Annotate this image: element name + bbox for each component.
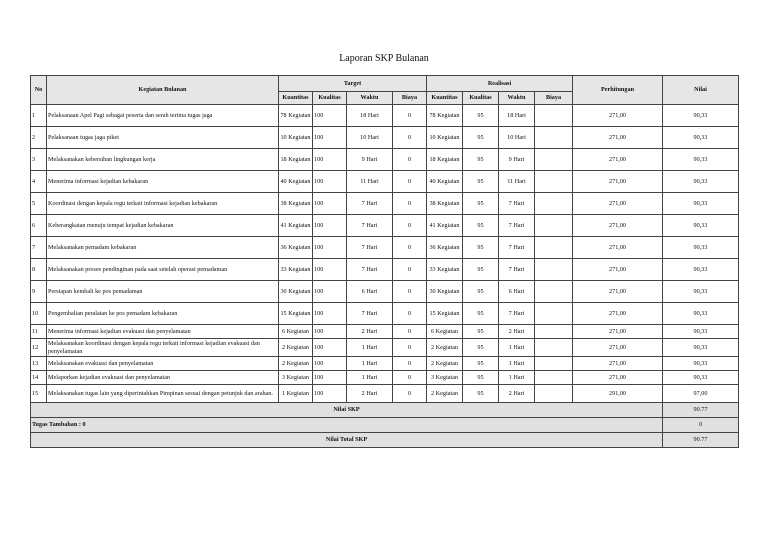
header-realisasi-biaya: Biaya xyxy=(535,92,573,105)
cell-perhitungan: 271,00 xyxy=(573,325,663,339)
nilai-skp-label: Nilai SKP xyxy=(31,403,663,418)
cell-target-kualitas: 100 xyxy=(313,357,347,371)
cell-realisasi-kuantitas: 2 Kegiatan xyxy=(427,385,463,403)
cell-realisasi-kualitas: 95 xyxy=(463,259,499,281)
cell-kegiatan: Menerima informasi kejadian kebakaran xyxy=(47,171,279,193)
cell-target-biaya: 0 xyxy=(393,149,427,171)
cell-target-biaya: 0 xyxy=(393,371,427,385)
cell-realisasi-biaya xyxy=(535,339,573,357)
cell-realisasi-waktu: 11 Hari xyxy=(499,171,535,193)
nilai-total-skp-label: Nilai Total SKP xyxy=(31,433,663,448)
cell-no: 6 xyxy=(31,215,47,237)
table-row xyxy=(31,149,739,171)
cell-nilai: 90,33 xyxy=(663,371,739,385)
cell-target-biaya: 0 xyxy=(393,105,427,127)
cell-realisasi-biaya xyxy=(535,215,573,237)
table-row xyxy=(31,281,739,303)
header-realisasi-kuantitas: Kuantitas xyxy=(427,92,463,105)
header-realisasi-waktu: Waktu xyxy=(499,92,535,105)
cell-target-waktu: 7 Hari xyxy=(347,193,393,215)
cell-target-kuantitas: 40 Kegiatan xyxy=(279,171,313,193)
cell-realisasi-kualitas: 95 xyxy=(463,339,499,357)
cell-target-kuantitas: 2 Kegiatan xyxy=(279,339,313,357)
cell-target-kualitas: 100 xyxy=(313,105,347,127)
header-target-waktu: Waktu xyxy=(347,92,393,105)
cell-realisasi-biaya xyxy=(535,325,573,339)
cell-target-kuantitas: 3 Kegiatan xyxy=(279,371,313,385)
cell-target-biaya: 0 xyxy=(393,171,427,193)
cell-target-biaya: 0 xyxy=(393,385,427,403)
cell-realisasi-waktu: 7 Hari xyxy=(499,237,535,259)
cell-target-biaya: 0 xyxy=(393,281,427,303)
cell-nilai: 90,33 xyxy=(663,259,739,281)
cell-no: 12 xyxy=(31,339,47,357)
cell-nilai: 90,33 xyxy=(663,237,739,259)
cell-target-kualitas: 100 xyxy=(313,325,347,339)
cell-target-biaya: 0 xyxy=(393,127,427,149)
cell-nilai: 90,33 xyxy=(663,215,739,237)
header-target-kuantitas: Kuantitas xyxy=(279,92,313,105)
table-row xyxy=(31,303,739,325)
cell-realisasi-waktu: 7 Hari xyxy=(499,259,535,281)
cell-realisasi-kualitas: 95 xyxy=(463,371,499,385)
table-row xyxy=(31,215,739,237)
header-no: No xyxy=(31,76,47,105)
cell-target-biaya: 0 xyxy=(393,325,427,339)
cell-realisasi-kualitas: 95 xyxy=(463,303,499,325)
cell-realisasi-waktu: 7 Hari xyxy=(499,215,535,237)
cell-realisasi-kuantitas: 78 Kegiatan xyxy=(427,105,463,127)
cell-realisasi-kualitas: 95 xyxy=(463,325,499,339)
skp-table xyxy=(30,75,739,448)
cell-kegiatan: Melaksanakan tugas lain yang diperintahkan Pimpinan sesuai dengan petunjuk dan arahan. xyxy=(47,385,279,403)
cell-target-kualitas: 100 xyxy=(313,281,347,303)
cell-kegiatan: Keberangkatan menuju tempat kejadian kebakaran xyxy=(47,215,279,237)
cell-realisasi-kuantitas: 2 Kegiatan xyxy=(427,357,463,371)
cell-perhitungan: 271,00 xyxy=(573,149,663,171)
cell-target-waktu: 9 Hari xyxy=(347,149,393,171)
cell-perhitungan: 271,00 xyxy=(573,237,663,259)
cell-nilai: 97,00 xyxy=(663,385,739,403)
cell-target-biaya: 0 xyxy=(393,339,427,357)
cell-no: 10 xyxy=(31,303,47,325)
cell-target-waktu: 18 Hari xyxy=(347,105,393,127)
cell-realisasi-kuantitas: 15 Kegiatan xyxy=(427,303,463,325)
cell-target-waktu: 11 Hari xyxy=(347,171,393,193)
cell-nilai: 90,33 xyxy=(663,339,739,357)
cell-realisasi-waktu: 2 Hari xyxy=(499,325,535,339)
cell-target-kuantitas: 78 Kegiatan xyxy=(279,105,313,127)
cell-target-kuantitas: 15 Kegiatan xyxy=(279,303,313,325)
cell-target-waktu: 1 Hari xyxy=(347,357,393,371)
cell-target-waktu: 7 Hari xyxy=(347,237,393,259)
cell-target-kualitas: 100 xyxy=(313,149,347,171)
cell-target-kualitas: 100 xyxy=(313,193,347,215)
header-realisasi-kualitas: Kualitas xyxy=(463,92,499,105)
cell-no: 1 xyxy=(31,105,47,127)
cell-target-kuantitas: 30 Kegiatan xyxy=(279,281,313,303)
table-row xyxy=(31,237,739,259)
cell-perhitungan: 271,00 xyxy=(573,193,663,215)
cell-kegiatan: Melaporkan kejadian evakuasi dan penyelamatan xyxy=(47,371,279,385)
cell-kegiatan: Pelaksanaan Apel Pagi sebagai peserta dan serah terima tugas jaga xyxy=(47,105,279,127)
header-kegiatan: Kegiatan Bulanan xyxy=(47,76,279,105)
cell-realisasi-biaya xyxy=(535,149,573,171)
cell-kegiatan: Melaksanakan proses pendinginan pada saat setelah operasi pemadaman xyxy=(47,259,279,281)
cell-target-waktu: 2 Hari xyxy=(347,385,393,403)
cell-realisasi-biaya xyxy=(535,371,573,385)
cell-realisasi-biaya xyxy=(535,171,573,193)
cell-target-kuantitas: 41 Kegiatan xyxy=(279,215,313,237)
cell-kegiatan: Melaksanakan kebersihan lingkungan kerja xyxy=(47,149,279,171)
cell-realisasi-waktu: 1 Hari xyxy=(499,371,535,385)
cell-perhitungan: 271,00 xyxy=(573,357,663,371)
cell-realisasi-kualitas: 95 xyxy=(463,385,499,403)
cell-realisasi-kualitas: 95 xyxy=(463,357,499,371)
cell-realisasi-biaya xyxy=(535,385,573,403)
cell-realisasi-kuantitas: 36 Kegiatan xyxy=(427,237,463,259)
cell-target-waktu: 1 Hari xyxy=(347,371,393,385)
cell-perhitungan: 271,00 xyxy=(573,339,663,357)
cell-no: 14 xyxy=(31,371,47,385)
cell-nilai: 90,33 xyxy=(663,193,739,215)
cell-realisasi-biaya xyxy=(535,105,573,127)
cell-target-kualitas: 100 xyxy=(313,215,347,237)
cell-realisasi-kuantitas: 41 Kegiatan xyxy=(427,215,463,237)
cell-target-biaya: 0 xyxy=(393,237,427,259)
cell-nilai: 90,33 xyxy=(663,303,739,325)
cell-nilai: 90,33 xyxy=(663,281,739,303)
cell-target-kuantitas: 38 Kegiatan xyxy=(279,193,313,215)
table-row xyxy=(31,259,739,281)
cell-target-waktu: 10 Hari xyxy=(347,127,393,149)
cell-realisasi-biaya xyxy=(535,237,573,259)
cell-nilai: 90,33 xyxy=(663,325,739,339)
table-row xyxy=(31,385,739,403)
cell-kegiatan: Pelaksanaan tugas jaga piket xyxy=(47,127,279,149)
header-realisasi: Realisasi xyxy=(427,76,573,92)
cell-realisasi-waktu: 10 Hari xyxy=(499,127,535,149)
cell-realisasi-biaya xyxy=(535,193,573,215)
cell-target-kuantitas: 33 Kegiatan xyxy=(279,259,313,281)
cell-no: 2 xyxy=(31,127,47,149)
cell-target-kualitas: 100 xyxy=(313,339,347,357)
cell-perhitungan: 271,00 xyxy=(573,215,663,237)
cell-target-kuantitas: 2 Kegiatan xyxy=(279,357,313,371)
table-row xyxy=(31,171,739,193)
cell-realisasi-waktu: 7 Hari xyxy=(499,303,535,325)
cell-target-kualitas: 100 xyxy=(313,385,347,403)
cell-kegiatan: Melaksanakan evakuasi dan penyelamatan xyxy=(47,357,279,371)
nilai-skp-value: 90.77 xyxy=(663,403,739,418)
cell-realisasi-biaya xyxy=(535,259,573,281)
cell-perhitungan: 291,00 xyxy=(573,385,663,403)
cell-perhitungan: 271,00 xyxy=(573,127,663,149)
cell-no: 8 xyxy=(31,259,47,281)
cell-no: 11 xyxy=(31,325,47,339)
cell-realisasi-kualitas: 95 xyxy=(463,171,499,193)
cell-realisasi-kualitas: 95 xyxy=(463,105,499,127)
table-row xyxy=(31,371,739,385)
cell-no: 4 xyxy=(31,171,47,193)
cell-realisasi-kuantitas: 30 Kegiatan xyxy=(427,281,463,303)
cell-target-kuantitas: 36 Kegiatan xyxy=(279,237,313,259)
cell-kegiatan: Melaksanakan koordinasi dengan kepala regu terkait informasi kejadian evakuasi dan penyelamatan xyxy=(47,339,279,357)
cell-realisasi-waktu: 7 Hari xyxy=(499,193,535,215)
cell-target-kuantitas: 1 Kegiatan xyxy=(279,385,313,403)
table-row xyxy=(31,193,739,215)
header-target-biaya: Biaya xyxy=(393,92,427,105)
cell-realisasi-waktu: 1 Hari xyxy=(499,339,535,357)
cell-perhitungan: 271,00 xyxy=(573,371,663,385)
cell-no: 13 xyxy=(31,357,47,371)
cell-nilai: 90,33 xyxy=(663,149,739,171)
header-perhitungan: Perhitungan xyxy=(573,76,663,105)
cell-perhitungan: 271,00 xyxy=(573,171,663,193)
cell-target-kualitas: 100 xyxy=(313,303,347,325)
cell-target-kualitas: 100 xyxy=(313,237,347,259)
cell-realisasi-biaya xyxy=(535,303,573,325)
cell-realisasi-kuantitas: 10 Kegiatan xyxy=(427,127,463,149)
cell-realisasi-kualitas: 95 xyxy=(463,127,499,149)
table-row xyxy=(31,357,739,371)
cell-kegiatan: Pengembalian peralatan ke pos pemadam kebakaran xyxy=(47,303,279,325)
cell-realisasi-kuantitas: 3 Kegiatan xyxy=(427,371,463,385)
cell-kegiatan: Melaksanakan pemadam kebakaran xyxy=(47,237,279,259)
cell-realisasi-waktu: 2 Hari xyxy=(499,385,535,403)
cell-realisasi-kuantitas: 2 Kegiatan xyxy=(427,339,463,357)
cell-target-kualitas: 100 xyxy=(313,127,347,149)
cell-realisasi-waktu: 6 Hari xyxy=(499,281,535,303)
cell-nilai: 90,33 xyxy=(663,105,739,127)
cell-target-waktu: 2 Hari xyxy=(347,325,393,339)
cell-realisasi-kuantitas: 6 Kegiatan xyxy=(427,325,463,339)
cell-realisasi-waktu: 18 Hari xyxy=(499,105,535,127)
cell-perhitungan: 271,00 xyxy=(573,303,663,325)
cell-target-kuantitas: 18 Kegiatan xyxy=(279,149,313,171)
cell-realisasi-kualitas: 95 xyxy=(463,193,499,215)
table-row xyxy=(31,127,739,149)
cell-realisasi-waktu: 9 Hari xyxy=(499,149,535,171)
cell-perhitungan: 271,00 xyxy=(573,281,663,303)
cell-realisasi-kualitas: 95 xyxy=(463,149,499,171)
cell-realisasi-biaya xyxy=(535,357,573,371)
cell-nilai: 90,33 xyxy=(663,127,739,149)
cell-nilai: 90,33 xyxy=(663,171,739,193)
cell-realisasi-biaya xyxy=(535,127,573,149)
header-target-kualitas: Kualitas xyxy=(313,92,347,105)
cell-target-biaya: 0 xyxy=(393,357,427,371)
table-row xyxy=(31,339,739,357)
cell-kegiatan: Koordinasi dengan kepala regu terkait informasi kejadian kebakaran xyxy=(47,193,279,215)
cell-nilai: 90,33 xyxy=(663,357,739,371)
cell-realisasi-waktu: 1 Hari xyxy=(499,357,535,371)
cell-target-biaya: 0 xyxy=(393,259,427,281)
cell-kegiatan: Menerima informasi kejadian evakuasi dan penyelamatan xyxy=(47,325,279,339)
cell-realisasi-kualitas: 95 xyxy=(463,215,499,237)
cell-target-waktu: 7 Hari xyxy=(347,259,393,281)
header-nilai: Nilai xyxy=(663,76,739,105)
cell-target-biaya: 0 xyxy=(393,303,427,325)
cell-target-kuantitas: 10 Kegiatan xyxy=(279,127,313,149)
cell-target-kualitas: 100 xyxy=(313,371,347,385)
cell-target-waktu: 7 Hari xyxy=(347,215,393,237)
cell-realisasi-kualitas: 95 xyxy=(463,237,499,259)
cell-target-kuantitas: 6 Kegiatan xyxy=(279,325,313,339)
cell-target-waktu: 6 Hari xyxy=(347,281,393,303)
tugas-tambahan-value: 0 xyxy=(663,418,739,433)
cell-target-waktu: 1 Hari xyxy=(347,339,393,357)
nilai-total-skp-value: 90.77 xyxy=(663,433,739,448)
table-row xyxy=(31,105,739,127)
cell-realisasi-kuantitas: 33 Kegiatan xyxy=(427,259,463,281)
cell-no: 9 xyxy=(31,281,47,303)
table-row xyxy=(31,325,739,339)
cell-perhitungan: 271,00 xyxy=(573,259,663,281)
cell-target-biaya: 0 xyxy=(393,215,427,237)
cell-realisasi-biaya xyxy=(535,281,573,303)
cell-no: 5 xyxy=(31,193,47,215)
cell-realisasi-kuantitas: 38 Kegiatan xyxy=(427,193,463,215)
cell-target-biaya: 0 xyxy=(393,193,427,215)
cell-target-waktu: 7 Hari xyxy=(347,303,393,325)
tugas-tambahan-label: Tugas Tambahan : 0 xyxy=(31,418,663,433)
cell-target-kualitas: 100 xyxy=(313,171,347,193)
cell-kegiatan: Persiapan kembali ke pos pemadaman xyxy=(47,281,279,303)
cell-realisasi-kuantitas: 40 Kegiatan xyxy=(427,171,463,193)
cell-target-kualitas: 100 xyxy=(313,259,347,281)
cell-realisasi-kuantitas: 18 Kegiatan xyxy=(427,149,463,171)
cell-no: 15 xyxy=(31,385,47,403)
report-title: Laporan SKP Bulanan xyxy=(339,53,429,64)
header-target: Target xyxy=(279,76,427,92)
cell-realisasi-kualitas: 95 xyxy=(463,281,499,303)
cell-no: 7 xyxy=(31,237,47,259)
cell-perhitungan: 271,00 xyxy=(573,105,663,127)
cell-no: 3 xyxy=(31,149,47,171)
